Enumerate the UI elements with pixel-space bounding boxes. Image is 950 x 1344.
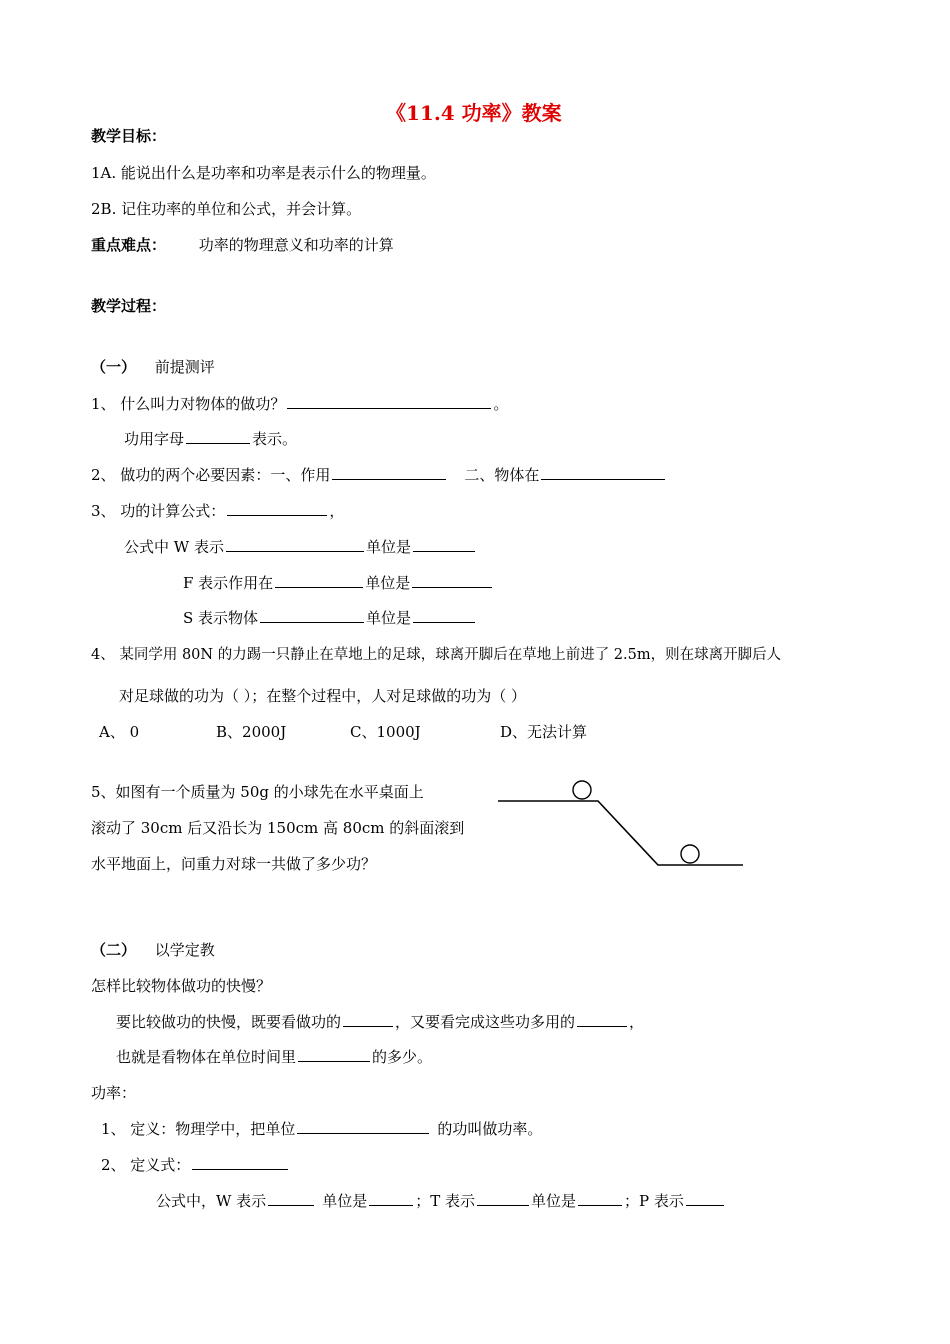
answer-blank[interactable]: [343, 1012, 393, 1027]
question-4-line2: 对足球做的功为（ ）；在整个过程中，人对足球做的功为（ ）: [119, 687, 527, 705]
section2-line1: [116, 1012, 644, 1032]
formula-text-e: ；P 表示: [624, 1192, 684, 1210]
section1-header: [91, 357, 215, 377]
question-1-sub-text: 功用字母: [124, 430, 185, 448]
w-unit-label: 单位是: [365, 538, 411, 556]
formula-text-a: 公式中，W 表示: [156, 1192, 267, 1210]
section2-label: （二）: [91, 941, 137, 959]
question-3: [91, 501, 344, 521]
key-points-label: 重点难点：: [91, 236, 167, 254]
line2-text-b: 的多少。: [372, 1048, 433, 1066]
power-definition-1: [101, 1119, 542, 1139]
answer-blank[interactable]: [226, 537, 364, 552]
question-2-text: 2、 做功的两个必要因素：一、作用: [91, 466, 331, 484]
section1-title: 前提测评: [154, 358, 215, 376]
answer-blank[interactable]: [477, 1191, 529, 1206]
answer-blank[interactable]: [332, 465, 446, 480]
answer-blank[interactable]: [413, 608, 475, 623]
incline-surface: [498, 801, 743, 865]
answer-blank[interactable]: [413, 537, 475, 552]
question-2: [91, 465, 667, 485]
answer-blank[interactable]: [227, 501, 327, 516]
question-3-f: [183, 573, 494, 593]
question-4-line1: 4、 某同学用 80N 的力踢一只静止在草地上的足球，球离开脚后在草地上前进了 2.5m，则在球离开脚后人: [91, 647, 782, 663]
answer-blank[interactable]: [369, 1191, 413, 1206]
section2-title: 以学定教: [154, 941, 215, 959]
power-definition-2: [101, 1155, 290, 1175]
answer-blank[interactable]: [186, 429, 250, 444]
section1-label: （一）: [91, 358, 137, 376]
question-5-line: 水平地面上，问重力对球一共做了多少功？: [91, 855, 377, 873]
line1-text-c: ，: [629, 1013, 645, 1031]
incline-diagram: [490, 770, 750, 870]
line1-text-b: ，又要看完成这些功多用的: [395, 1013, 576, 1031]
answer-blank[interactable]: [298, 1047, 370, 1062]
w-label: 公式中 W 表示: [124, 538, 224, 556]
question-3-text: 3、 功的计算公式：: [91, 502, 226, 520]
question-3-end: ，: [329, 502, 345, 520]
line1-text-a: 要比较做功的快慢，既要看做功的: [116, 1013, 342, 1031]
question-1-end: 。: [493, 395, 509, 413]
def2-text: 2、 定义式：: [101, 1156, 191, 1174]
formula-text-c: ；T 表示: [415, 1192, 475, 1210]
objective-item: 1A. 能说出什么是功率和功率是表示什么的物理量。: [91, 164, 436, 182]
key-points-row: [91, 235, 394, 255]
answer-blank[interactable]: [260, 608, 364, 623]
process-heading: 教学过程：: [91, 297, 167, 315]
def1-text-a: 1、 定义：物理学中，把单位: [101, 1120, 296, 1138]
section2-header: [91, 940, 215, 960]
answer-blank[interactable]: [412, 573, 492, 588]
question-3-w: [124, 537, 477, 557]
formula-text-d: 单位是: [530, 1192, 576, 1210]
question-4-option-b: B、2000J: [216, 723, 287, 741]
answer-blank[interactable]: [192, 1155, 288, 1170]
question-4-option-a: A、 0: [99, 723, 140, 741]
s-unit-label: 单位是: [366, 609, 412, 627]
formula-text-b: 单位是: [322, 1192, 368, 1210]
answer-blank[interactable]: [268, 1191, 314, 1206]
question-1-sub: [124, 429, 297, 449]
answer-blank[interactable]: [686, 1191, 724, 1206]
question-4-option-c: C、1000J: [350, 723, 421, 741]
s-label: S 表示物体: [183, 609, 259, 627]
question-1-text: 1、 什么叫力对物体的做功？: [91, 395, 286, 413]
question-1: [91, 394, 508, 414]
ball-on-ground: [681, 845, 699, 863]
power-label: 功率：: [91, 1084, 137, 1102]
question-5-line: 滚动了 30cm 后又沿长为 150cm 高 80cm 的斜面滚到: [91, 819, 465, 837]
question-5-line: 5、如图有一个质量为 50g 的小球先在水平桌面上: [91, 783, 424, 801]
f-label: F 表示作用在: [183, 574, 274, 592]
power-formula-row: [156, 1191, 726, 1211]
objectives-heading: 教学目标：: [91, 127, 167, 145]
question-4-option-d: D、无法计算: [500, 723, 588, 741]
question-3-s: [183, 608, 477, 628]
question-1-sub-end: 表示。: [252, 430, 298, 448]
answer-blank[interactable]: [577, 1012, 627, 1027]
ball-on-table: [573, 781, 591, 799]
section2-question: 怎样比较物体做功的快慢？: [91, 977, 272, 995]
f-unit-label: 单位是: [365, 574, 411, 592]
document-title: 《11.4 功率》教案: [386, 101, 562, 125]
def1-text-b: 的功叫做功率。: [437, 1120, 543, 1138]
answer-blank[interactable]: [275, 573, 363, 588]
answer-blank[interactable]: [541, 465, 665, 480]
answer-blank[interactable]: [287, 394, 491, 409]
answer-blank[interactable]: [297, 1119, 429, 1134]
answer-blank[interactable]: [578, 1191, 622, 1206]
section2-line2: [116, 1047, 432, 1067]
question-2-part2: 二、物体在: [464, 466, 540, 484]
key-points-text: 功率的物理意义和功率的计算: [198, 236, 394, 254]
objective-item: 2B. 记住功率的单位和公式，并会计算。: [91, 200, 362, 218]
line2-text-a: 也就是看物体在单位时间里: [116, 1048, 297, 1066]
